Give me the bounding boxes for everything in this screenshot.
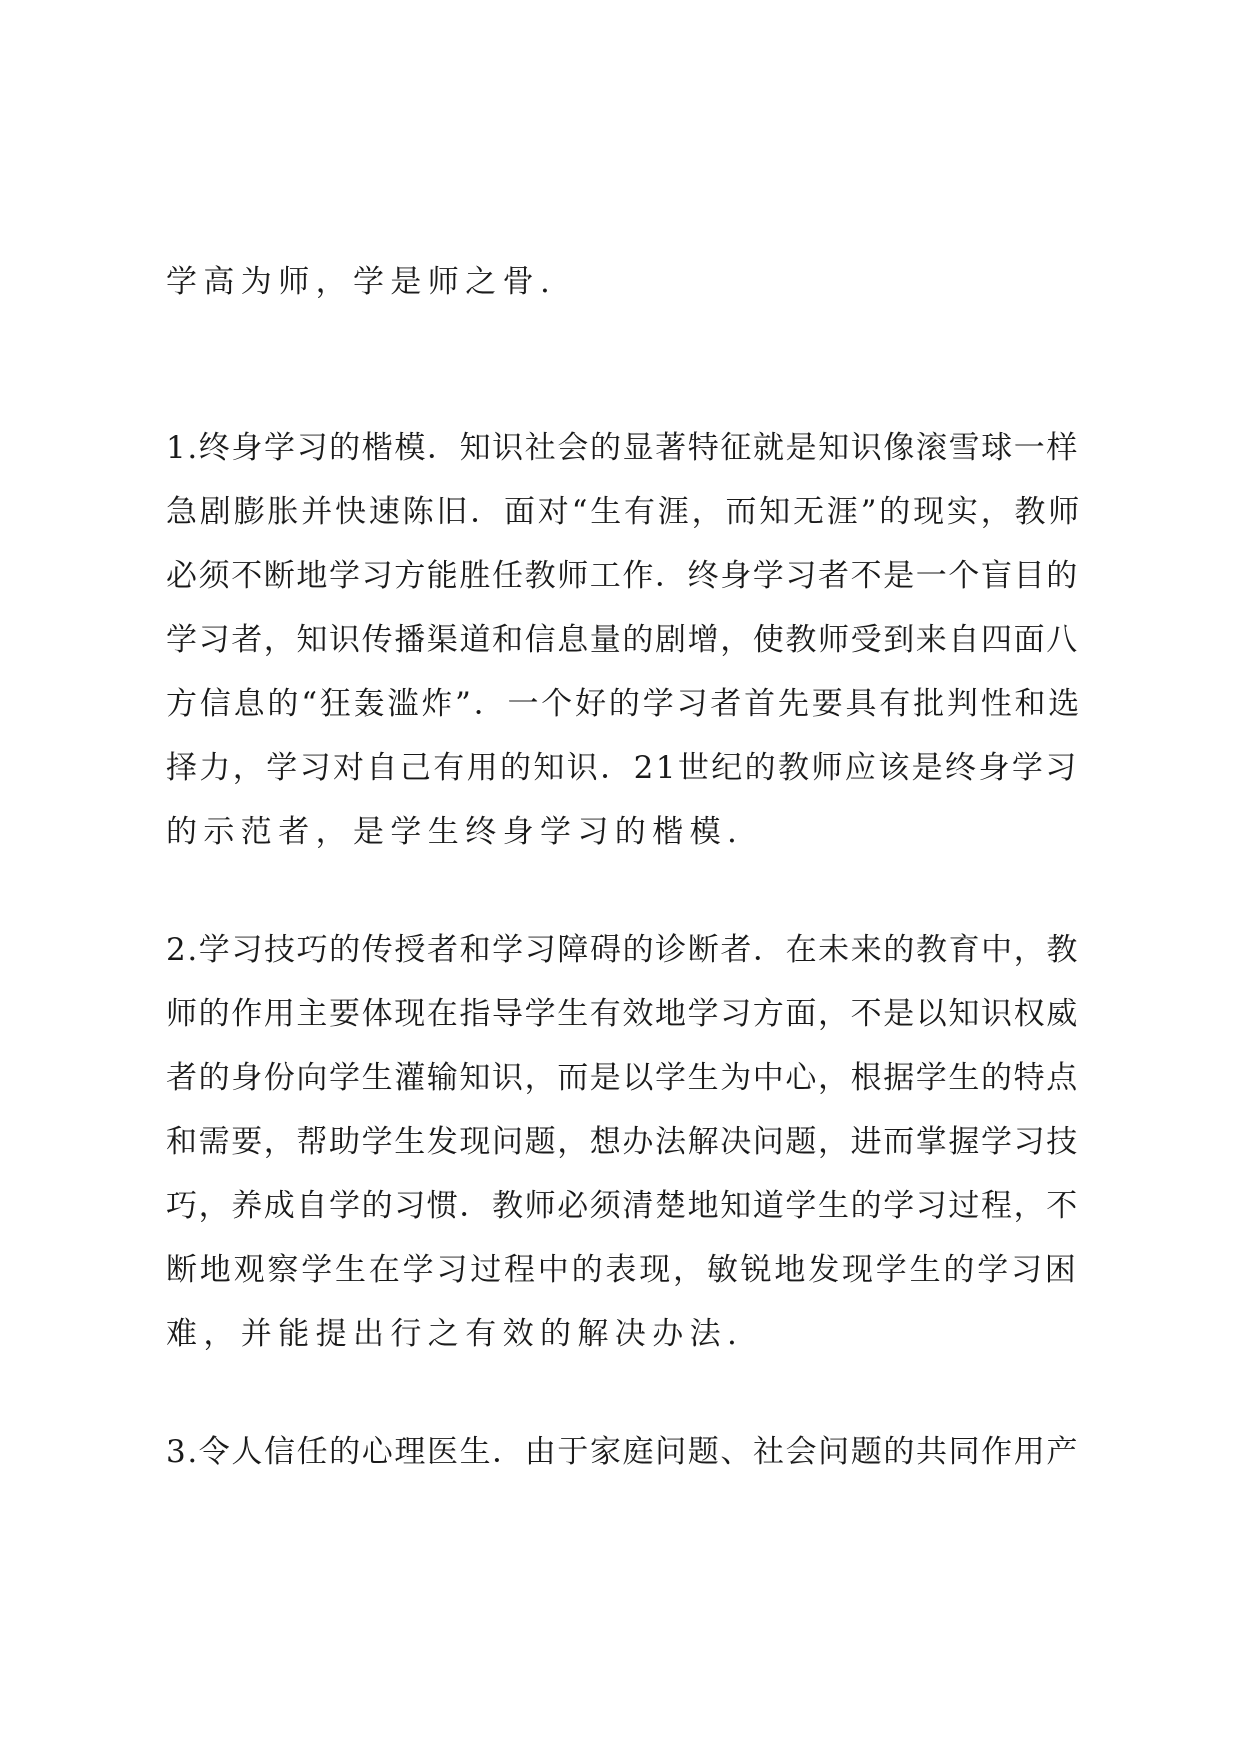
section1-line-2: 急剧膨胀并快速陈旧．面对“生有涯，而知无涯”的现实，教师 <box>166 494 1083 530</box>
section1-line-4: 学习者，知识传播渠道和信息量的剧增，使教师受到来自四面八 <box>166 622 1079 658</box>
section1-line-1: 1.终身学习的楷模．知识社会的显著特征就是知识像滚雪球一样 <box>166 430 1079 466</box>
section1-line-6: 择力，学习对自己有用的知识．21世纪的教师应该是终身学习 <box>166 750 1079 786</box>
intro-line: 学高为师，学是师之骨. <box>166 264 557 300</box>
section2-line-1: 2.学习技巧的传授者和学习障碍的诊断者．在未来的教育中，教 <box>166 932 1079 968</box>
section3-line-1: 3.令人信任的心理医生．由于家庭问题、社会问题的共同作用产 <box>166 1434 1079 1470</box>
section2-line-7: 难，并能提出行之有效的解决办法. <box>166 1316 744 1352</box>
section2-line-5: 巧，养成自学的习惯．教师必须清楚地知道学生的学习过程，不 <box>166 1188 1079 1224</box>
section2-line-2: 师的作用主要体现在指导学生有效地学习方面，不是以知识权威 <box>166 996 1079 1032</box>
section2-line-6: 断地观察学生在学习过程中的表现，敏锐地发现学生的学习困 <box>166 1252 1079 1288</box>
section1-line-3: 必须不断地学习方能胜任教师工作．终身学习者不是一个盲目的 <box>166 558 1079 594</box>
section2-line-3: 者的身份向学生灌输知识，而是以学生为中心，根据学生的特点 <box>166 1060 1079 1096</box>
section1-line-5: 方信息的“狂轰滥炸”．一个好的学习者首先要具有批判性和选 <box>166 686 1083 722</box>
section2-line-4: 和需要，帮助学生发现问题，想办法解决问题，进而掌握学习技 <box>166 1124 1079 1160</box>
section1-line-7: 的示范者，是学生终身学习的楷模. <box>166 814 744 850</box>
